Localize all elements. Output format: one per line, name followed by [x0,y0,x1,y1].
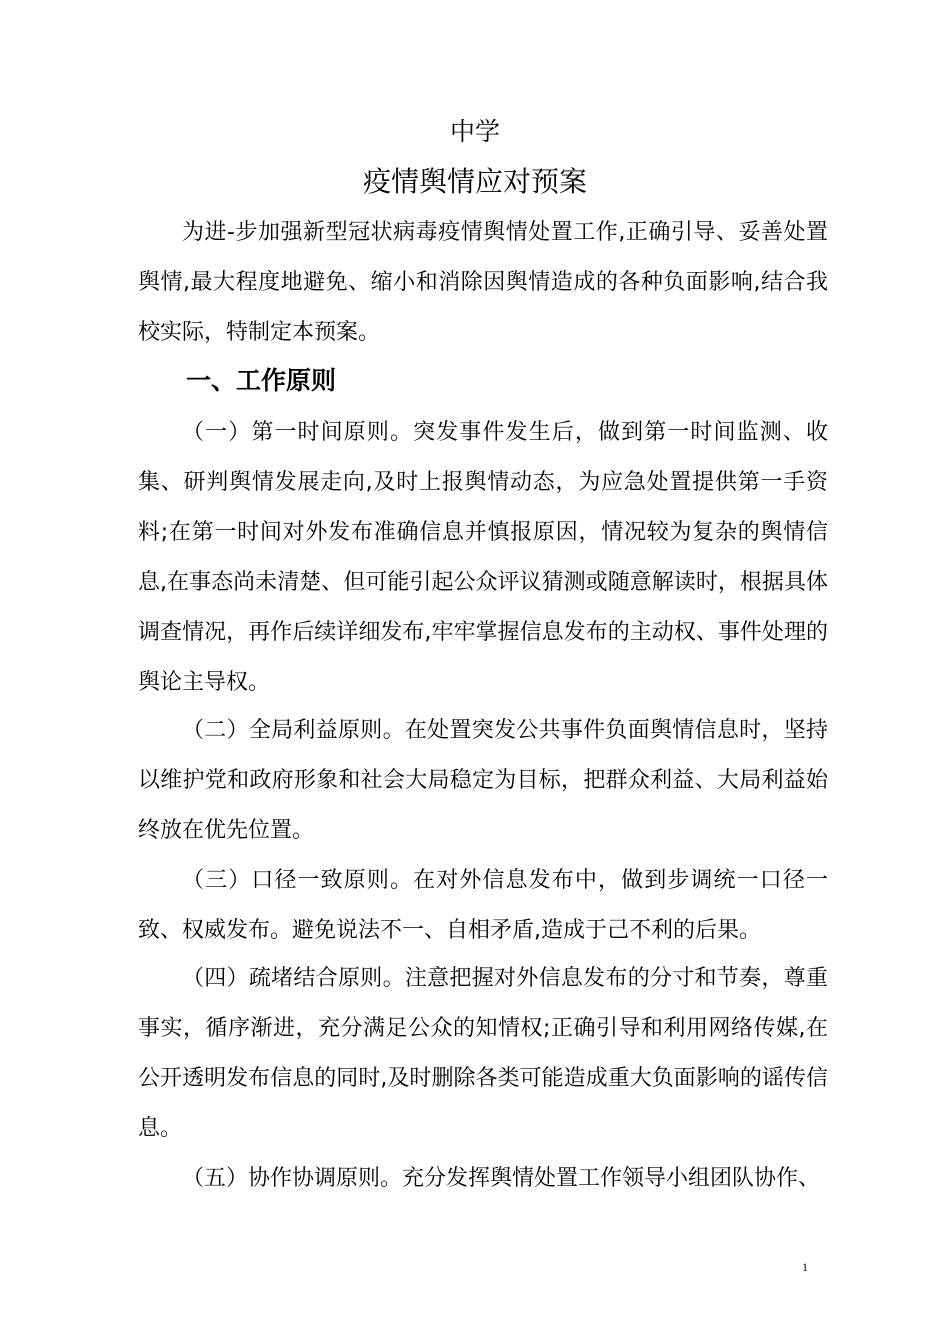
principle-paragraph-5: （五）协作协调原则。充分发挥舆情处置工作领导小组团队协作、 [182,1166,821,1191]
document-title-plan: 疫情舆情应对预案 [362,165,587,198]
section-heading-work-principles: 一、工作原则 [186,366,337,395]
page-number: 1 [802,1260,808,1274]
intro-paragraph: 为进-步加强新型冠状病毒疫情舆情处置工作,正确引导、妥善处置舆情,最大程度地避免、缩小和消除因舆情造成的各种负面影响,结合我校实际，特制定本预案。 [138,220,828,345]
principle-paragraph-1: （一）第一时间原则。突发事件发生后，做到第一时间监测、收集、研判舆情发展走向,及时上报舆情动态，为应急处置提供第一手资料;在第一时间对外发布准确信息并慎报原因，情况较为复杂的舆情信息,在事态尚未清楚、但可能引起公众评议猜测或随意解读时，根据具体调查情况，再作后续详细发布,牢牢掌握信息发布的主动权、事件处理的舆论主导权。 [138,420,828,695]
principle-paragraph-2: （二）全局利益原则。在处置突发公共事件负面舆情信息时，坚持以维护党和政府形象和社会大局稳定为目标，把群众利益、大局利益始终放在优先位置。 [138,718,828,843]
principle-paragraph-3: （三）口径一致原则。在对外信息发布中，做到步调统一口径一致、权威发布。避免说法不一、自相矛盾,造成于己不利的后果。 [138,868,828,943]
document-title-school: 中学 [449,117,500,146]
principle-paragraph-4: （四）疏堵结合原则。注意把握对外信息发布的分寸和节奏，尊重事实，循序渐进，充分满足公众的知情权;正确引导和利用网络传媒,在公开透明发布信息的同时,及时删除各类可能造成重大负面影响的谣传信息。 [138,966,828,1141]
